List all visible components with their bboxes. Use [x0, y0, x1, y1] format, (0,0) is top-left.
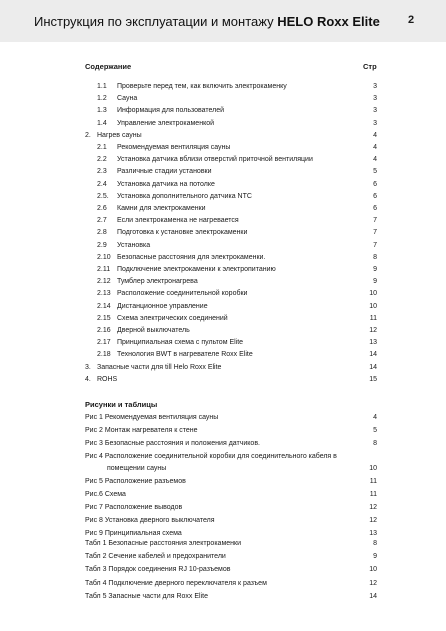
entry-title: Рекомендуемая вентиляция сауны [117, 144, 231, 151]
entry-title: Рис 7 Расположение выводов [85, 504, 183, 511]
entry-page: 12 [369, 327, 377, 334]
entry-page: 10 [369, 302, 377, 310]
document-title-text: Инструкция по эксплуатации и монтажу [34, 14, 274, 29]
toc-entry[interactable] [0, 168, 446, 180]
entry-page: 13 [369, 530, 377, 537]
entry-page: 8 [373, 540, 377, 547]
entry-title: Рис 5 Расположение разъемов [85, 478, 186, 485]
entry-number: 2.2 [97, 156, 107, 164]
toc-entry[interactable] [0, 580, 446, 592]
toc-entry[interactable] [0, 315, 446, 327]
entry-title: Принципиальная схема с пультом Elite [117, 339, 244, 347]
toc-entry[interactable] [0, 193, 446, 205]
entry-title: Если электрокаменка не нагревается [117, 217, 239, 225]
entry-page: 4 [373, 131, 377, 139]
entry-number: 2.14 [97, 302, 111, 310]
toc-entry[interactable] [0, 364, 446, 376]
entry-title: Тумблер электронагрева [117, 278, 198, 286]
entry-number: 4. [85, 375, 91, 383]
entry-title: Рис 9 Принципиальная схема [85, 530, 182, 537]
page-column-label: Стр [363, 62, 377, 71]
toc-heading: Содержание [85, 62, 132, 71]
entry-title: Установка датчика на потолке [117, 180, 215, 188]
entry-page: 9 [373, 278, 377, 286]
toc-entry[interactable] [0, 120, 446, 132]
entry-title: Нагрев сауны [97, 131, 142, 139]
toc-entry[interactable] [0, 266, 446, 278]
entry-number: 2.16 [97, 327, 111, 334]
page-number: 2 [408, 14, 415, 26]
entry-page: 3 [373, 119, 377, 127]
entry-number: 2.15 [97, 314, 111, 322]
product-name: HELO Roxx Elite [277, 14, 380, 29]
entry-number: 2.4 [97, 180, 107, 188]
entry-title: Рис.6 Схема [85, 491, 126, 498]
entry-title: помещении сауны [107, 465, 167, 472]
toc-entry[interactable] [0, 254, 446, 266]
entry-page: 12 [369, 517, 377, 524]
toc-entry[interactable] [0, 440, 446, 452]
entry-title: Запасные части для till Helo Roxx Elite [97, 363, 222, 371]
entry-title: Подготовка к установке электрокаменки [117, 229, 248, 237]
entry-title: Безопасные расстояния для электрокаменки. [117, 253, 266, 261]
toc-entry[interactable] [0, 229, 446, 241]
entry-page: 10 [369, 290, 377, 298]
toc-entry[interactable] [0, 504, 446, 516]
toc-entry[interactable] [0, 242, 446, 254]
figures-heading: Рисунки и таблицы [85, 400, 158, 409]
entry-page: 4 [373, 144, 377, 151]
toc-entry[interactable] [0, 517, 446, 529]
toc-entry[interactable] [0, 593, 446, 605]
entry-page: 13 [369, 339, 377, 347]
entry-title: Схема электрических соединений [117, 314, 228, 322]
entry-page: 6 [373, 205, 377, 212]
entry-number: 2.18 [97, 351, 111, 359]
entry-number: 2.1 [97, 144, 107, 151]
entry-number: 3. [85, 363, 91, 371]
entry-number: 2.17 [97, 339, 111, 347]
entry-number: 2.5. [97, 192, 109, 200]
toc-entry[interactable] [0, 540, 446, 552]
entry-page: 7 [373, 229, 377, 237]
entry-number: 2.8 [97, 229, 107, 237]
entry-page: 11 [369, 491, 377, 498]
entry-title: Проверьте перед тем, как включить электрокаменку [117, 83, 287, 90]
entry-page: 3 [373, 83, 377, 90]
entry-page: 11 [369, 314, 377, 322]
entry-title: Информация для пользователей [117, 107, 225, 115]
entry-title: Технология BWT в нагревателе Roxx Elite [117, 351, 253, 359]
entry-page: 7 [373, 217, 377, 225]
toc-entry[interactable] [0, 327, 446, 339]
entry-number: 2.10 [97, 253, 111, 261]
toc-entry[interactable] [0, 144, 446, 156]
entry-title: Табл 2 Сечение кабелей и предохранители [85, 553, 226, 561]
toc-entry[interactable] [0, 453, 446, 465]
page-header [0, 0, 446, 42]
entry-page: 6 [373, 180, 377, 188]
toc-entry[interactable] [0, 107, 446, 119]
toc-entry[interactable] [0, 478, 446, 490]
entry-number: 2.11 [97, 266, 111, 273]
entry-page: 12 [369, 579, 377, 587]
entry-title: Дверной выключатель [117, 327, 190, 334]
entry-title: Различные стадии установки [117, 168, 212, 176]
entry-page: 10 [369, 465, 377, 472]
document-title [34, 14, 380, 29]
entry-title: Сауна [117, 95, 138, 103]
toc-entry[interactable] [0, 217, 446, 229]
entry-number: 1.3 [97, 107, 107, 115]
entry-title: Табл 5 Запасные части для Roxx Elite [85, 592, 208, 600]
entry-number: 2.7 [97, 217, 107, 225]
entry-title: Управление электрокаменкой [117, 119, 215, 127]
entry-number: 2.9 [97, 241, 107, 249]
entry-number: 2.3 [97, 168, 107, 176]
entry-title: Рис 8 Установка дверного выключателя [85, 517, 215, 524]
entry-page: 15 [369, 375, 377, 383]
entry-page: 3 [373, 95, 377, 103]
entry-page: 4 [373, 414, 377, 421]
entry-title: Рис 2 Монтаж нагревателя к стене [85, 427, 198, 434]
entry-page: 14 [369, 592, 377, 600]
entry-page: 4 [373, 156, 377, 164]
entry-number: 1.1 [97, 83, 107, 90]
toc-entry[interactable] [0, 181, 446, 193]
entry-title: Дистанционное управление [117, 302, 208, 310]
toc-entry[interactable] [0, 290, 446, 302]
entry-title: Рис 3 Безопасные расстояния и положения датчиков. [85, 440, 260, 447]
entry-page: 9 [373, 266, 377, 273]
entry-title: ROHS [97, 375, 118, 383]
entry-title: Рис 1 Рекомендуемая вентиляция сауны [85, 414, 219, 421]
entry-page: 10 [369, 566, 377, 574]
entry-title: Рис 4 Расположение соединительной коробки для соединительного кабеля в [85, 453, 337, 460]
toc-entry[interactable] [0, 339, 446, 351]
entry-number: 2. [85, 131, 91, 139]
toc-entry[interactable] [0, 553, 446, 565]
entry-number: 1.4 [97, 119, 107, 127]
entry-page: 11 [369, 478, 377, 485]
toc-entry[interactable] [0, 95, 446, 107]
toc-entry[interactable] [0, 278, 446, 290]
toc-entry[interactable] [0, 156, 446, 168]
entry-title: Установка дополнительного датчика NTC [117, 192, 252, 200]
entry-number: 2.12 [97, 278, 111, 286]
entry-number: 1.2 [97, 95, 107, 103]
entry-title: Табл 4 Подключение дверного переключателя к разъем [85, 579, 267, 587]
entry-page: 6 [373, 192, 377, 200]
entry-page: 8 [373, 253, 377, 261]
toc-entry[interactable] [0, 491, 446, 503]
entry-page: 14 [369, 363, 377, 371]
entry-title: Табл 3 Порядок соединения RJ 10-разъемов [85, 566, 231, 574]
entry-page: 12 [369, 504, 377, 511]
entry-page: 7 [373, 241, 377, 249]
entry-page: 8 [373, 440, 377, 447]
entry-page: 9 [373, 553, 377, 561]
toc-entry[interactable] [0, 427, 446, 439]
entry-page: 3 [373, 107, 377, 115]
entry-title: Расположение соединительной коробки [117, 290, 248, 298]
entry-page: 14 [369, 351, 377, 359]
entry-title: Установка датчика вблизи отверстий приточной вентиляции [117, 156, 313, 164]
toc-entry[interactable] [0, 132, 446, 144]
entry-number: 2.6 [97, 205, 107, 212]
toc-entry[interactable] [0, 566, 446, 578]
entry-page: 5 [373, 168, 377, 176]
entry-title: Табл 1 Безопасные расстояния электрокаменки [85, 540, 241, 547]
toc-entry[interactable] [0, 205, 446, 217]
entry-title: Установка [117, 241, 151, 249]
entry-title: Подключение электрокаменки к электропитанию [117, 266, 276, 273]
toc-entry[interactable] [0, 414, 446, 426]
toc-entry[interactable] [0, 376, 446, 388]
toc-entry[interactable] [0, 303, 446, 315]
toc-entry[interactable] [0, 351, 446, 363]
entry-page: 5 [373, 427, 377, 434]
toc-entry[interactable] [0, 83, 446, 95]
toc-entry[interactable] [0, 465, 446, 477]
entry-number: 2.13 [97, 290, 111, 298]
entry-title: Камни для электрокаменки [117, 205, 206, 212]
